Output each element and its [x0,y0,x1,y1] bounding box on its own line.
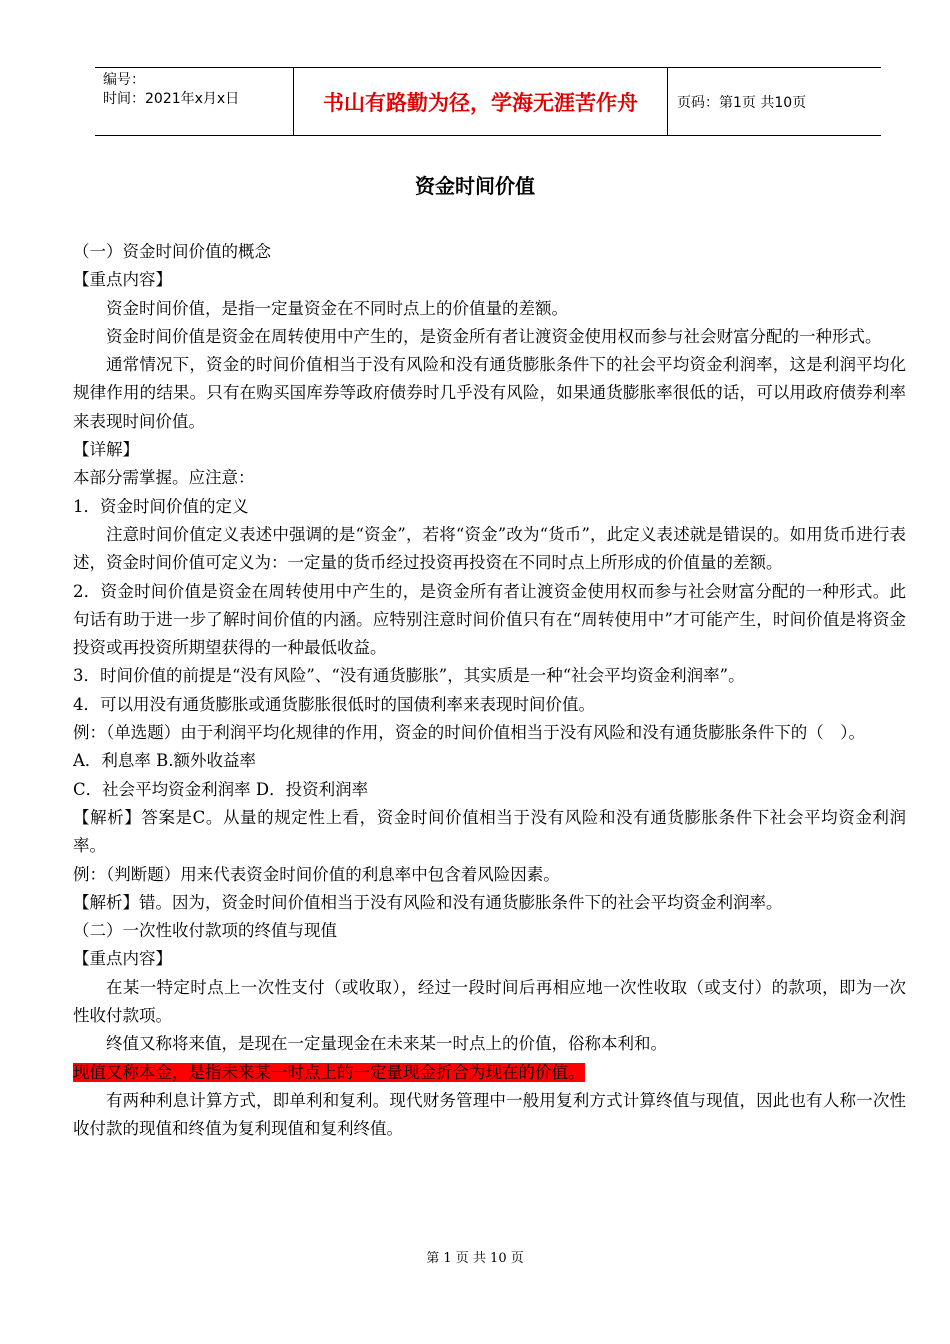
list-item: 3．时间价值的前提是“没有风险”、“没有通货膨胀”，其实质是一种“社会平均资金利润率”。 [73,666,745,686]
subsection-label: 【详解】 [73,440,139,460]
header-meta-cell [95,68,294,135]
section-heading: （二）一次性收付款项的终值与现值 [73,921,337,941]
document-body [73,238,906,1144]
answer-option: A．利息率 B.额外收益率 [73,751,257,771]
section-heading: （一）资金时间价值的概念 [73,242,271,261]
list-item: 2．资金时间价值是资金在周转使用中产生的，是资金所有者让渡资金使用权而参与社会财富分配的一种形式。此句话有助于进一步了解时间价值的内涵。应特别注意时间价值只有在“周转使用中”才可能产生，时间价值是将资金投资或再投资所期望获得的一种最低收益。 [73,581,906,658]
list-item: 1．资金时间价值的定义 [73,496,249,516]
document-title: 资金时间价值 [415,174,535,198]
page-footer: 第 1 页 共 10 页 [426,1251,524,1266]
paragraph: 在某一特定时点上一次性支付（或收取），经过一段时间后再相应地一次性收取（或支付）的款项，即为一次性收付款项。 [73,977,906,1026]
answer-option: C．社会平均资金利润率 D．投资利润率 [73,779,369,799]
highlighted-paragraph [73,1059,906,1087]
list-item: 4．可以用没有通货膨胀或通货膨胀很低时的国债利率来表现时间价值。 [73,694,595,714]
paragraph: 资金时间价值是资金在周转使用中产生的，是资金所有者让渡资金使用权而参与社会财富分配的一种形式。 [106,326,882,346]
example-question: 例：（判断题）用来代表资金时间价值的利息率中包含着风险因素。 [73,864,560,884]
paragraph: 通常情况下，资金的时间价值相当于没有风险和没有通货膨胀条件下的社会平均资金利润率，这是利润平均化规律作用的结果。只有在购买国库券等政府债券时几乎没有风险，如果通货膨胀率很低的话，可以用政府债券利率来表现时间价值。 [73,355,906,431]
analysis: 【解析】答案是C。从量的规定性上看，资金时间价值相当于没有风险和没有通货膨胀条件下社会平均资金利润率。 [73,807,906,856]
analysis: 【解析】错。因为，资金时间价值相当于没有风险和没有通货膨胀条件下的社会平均资金利润率。 [73,892,783,912]
paragraph: 终值又称将来值，是现在一定量现金在未来某一时点上的价值，俗称本利和。 [106,1034,667,1054]
example-question: 例：（单选题）由于利润平均化规律的作用，资金的时间价值相当于没有风险和没有通货膨胀条件下的（ ）。 [73,723,865,743]
paragraph: 注意时间价值定义表述中强调的是“资金”，若将“资金”改为“货币”，此定义表述就是错误的。如用货币进行表述，资金时间价值可定义为：一定量的货币经过投资再投资在不同时点上所形成的价值量的差额。 [73,524,906,573]
document-time-label: 时间：2021年x月x日 [103,91,240,107]
paragraph: 有两种利息计算方式，即单利和复利。现代财务管理中一般用复利方式计算终值与现值，因此也有人称一次性收付款的现值和终值为复利现值和复利终值。 [73,1090,906,1139]
paragraph: 资金时间价值，是指一定量资金在不同时点上的价值量的差额。 [106,298,568,318]
paragraph: 本部分需掌握。应注意： [73,468,255,488]
highlighted-text: 现值又称本金，是指未来某一时点上的一定量现金折合为现在的价值。 [73,1062,585,1082]
header-page-info: 页码：第1页 共10页 [677,94,807,111]
subsection-label: 【重点内容】 [73,949,172,969]
header-table [95,67,881,136]
document-number-label: 编号： [103,72,145,88]
header-motto: 书山有路勤为径，学海无涯苦作舟 [294,68,668,135]
subsection-label: 【重点内容】 [73,270,172,290]
